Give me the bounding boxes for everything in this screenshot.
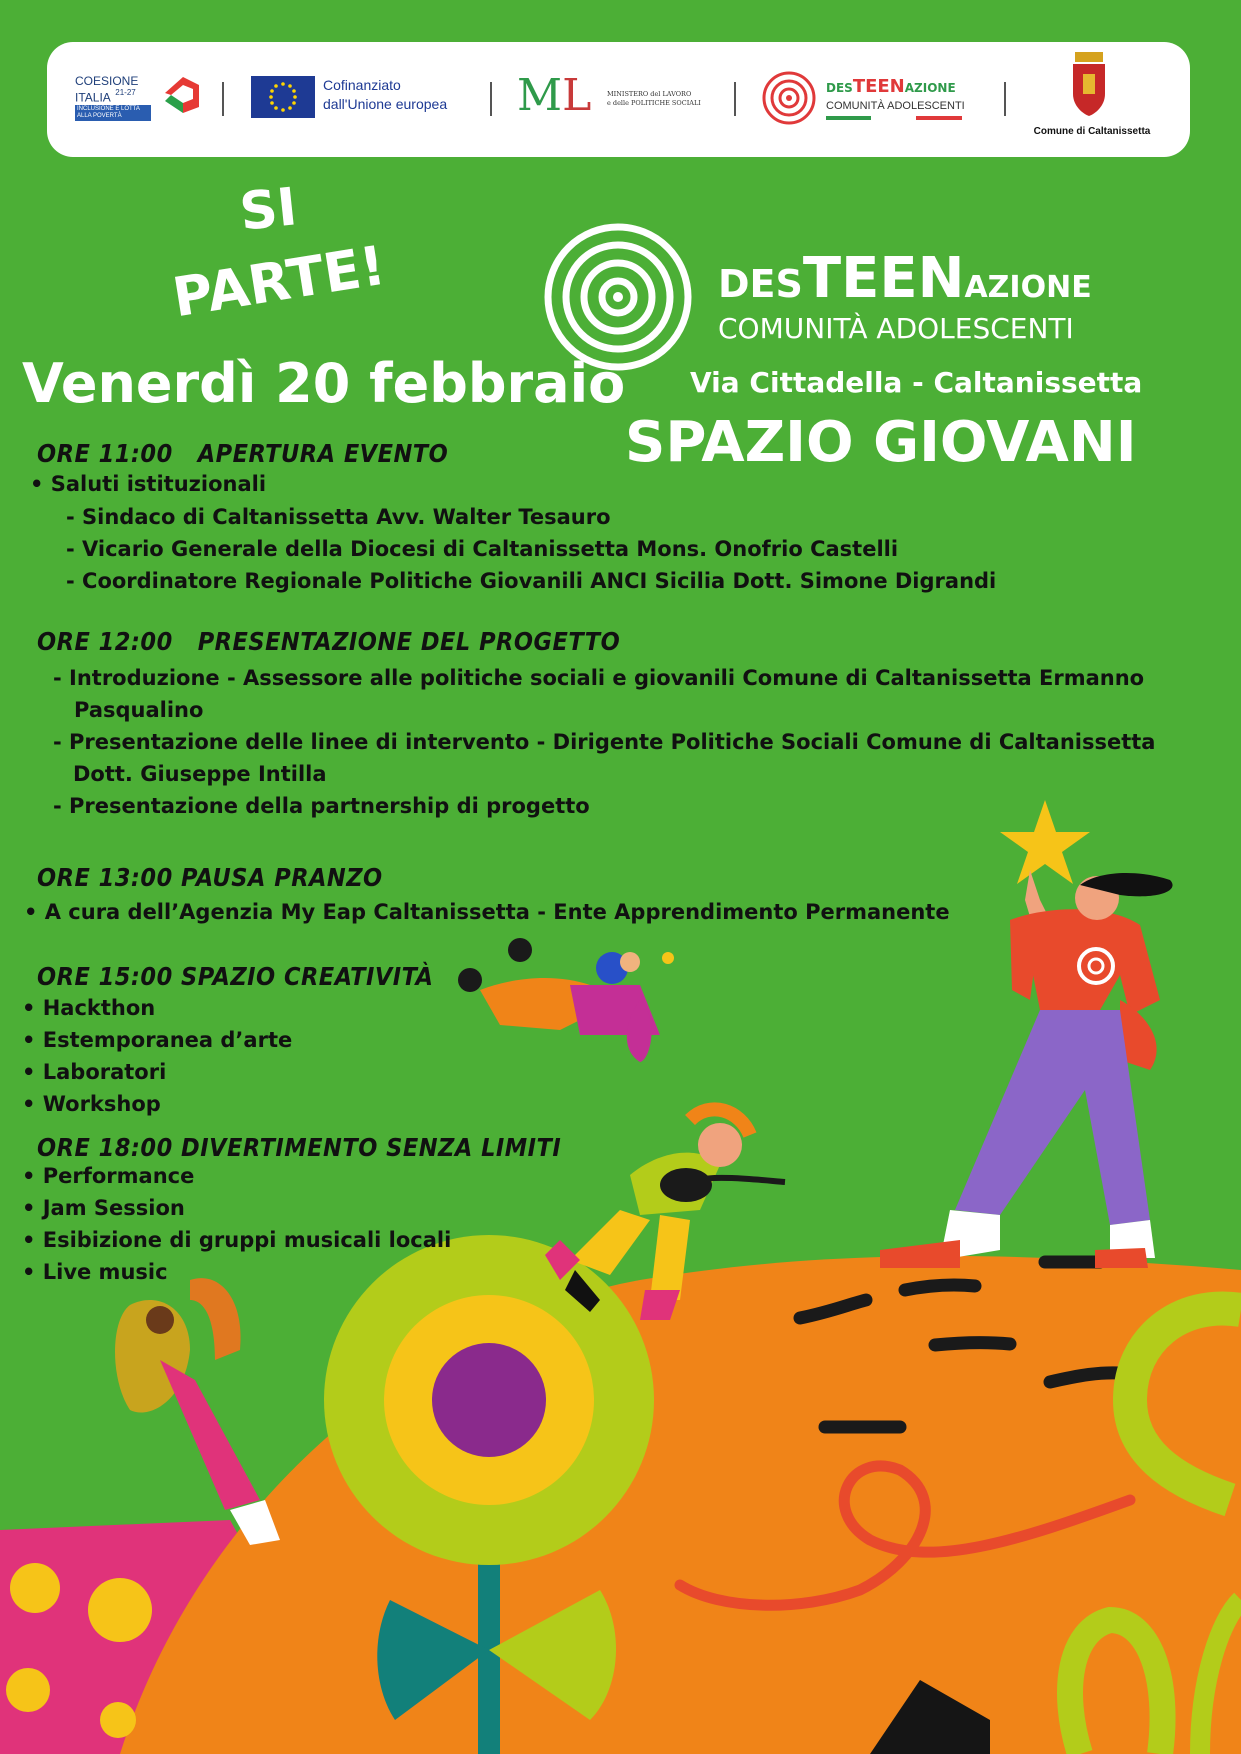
list-item: • Estemporanea d’arte: [22, 1028, 293, 1052]
eu-flag-icon: [251, 76, 315, 118]
program-line: - Introduzione - Assessore alle politiche sociali e giovanili Comune di Caltanissetta Ermanno: [53, 666, 1145, 690]
spiral-brand-icon: [538, 222, 698, 372]
section-title-divertimento: ORE 18:00 DIVERTIMENTO SENZA LIMITI: [37, 1133, 562, 1162]
section-title-pausa: ORE 13:00 PAUSA PRANZO: [37, 863, 383, 892]
si-text: SI: [237, 177, 300, 243]
yellow-dot: [100, 1702, 136, 1738]
program-line: - Coordinatore Regionale Politiche Giovanili ANCI Sicilia Dott. Simone Digrandi: [66, 569, 997, 593]
logo-separator: [490, 82, 492, 116]
logo-separator: [734, 82, 736, 116]
list-item: • Hackthon: [22, 996, 156, 1020]
brand-wordmark: [718, 246, 1092, 311]
desteenazione-small-logo: [760, 70, 970, 126]
woman-with-star-illustration: [880, 800, 1173, 1268]
list-item: • Laboratori: [22, 1060, 167, 1084]
flying-girl-illustration: [458, 938, 674, 1062]
coesione-years: 21-27: [115, 88, 136, 97]
coesione-arrow-icon: [161, 73, 203, 115]
desteen-small-sub: COMUNITÀ ADOLESCENTI: [826, 100, 965, 112]
ministero-monogram: ML: [517, 70, 592, 121]
program-line: - Sindaco di Caltanissetta Avv. Walter Tesauro: [66, 505, 611, 529]
list-item: • Live music: [22, 1260, 168, 1284]
coesione-italia-logo: [75, 75, 205, 125]
parte-text: PARTE!: [168, 233, 390, 330]
brand-teen: TEEN: [802, 246, 965, 311]
eu-line2: dall'Unione europea: [323, 96, 448, 112]
program-line: - Presentazione delle linee di intervento - Dirigente Politiche Sociali Comune di Caltanissetta: [53, 730, 1156, 754]
ministero-line2: e delle POLITICHE SOCIALI: [607, 99, 701, 107]
event-venue: SPAZIO GIOVANI: [625, 410, 1137, 475]
yellow-dot: [6, 1668, 50, 1712]
section-title-apertura: ORE 11:00 APERTURA EVENTO: [37, 439, 449, 468]
list-item: • Workshop: [22, 1092, 161, 1116]
eu-line1: Cofinanziato: [323, 77, 401, 93]
ministero-line1: MINISTERO del LAVORO: [607, 90, 692, 98]
program-line: Dott. Giuseppe Intilla: [73, 762, 327, 786]
event-date: Venerdì 20 febbraio: [22, 352, 626, 415]
list-item: • Performance: [22, 1164, 195, 1188]
brand-subtitle: COMUNITÀ ADOLESCENTI: [718, 312, 1074, 345]
program-line: • Saluti istituzionali: [30, 472, 267, 496]
brand-des: DES: [718, 262, 803, 306]
coesione-line1: COESIONE: [75, 74, 139, 88]
program-line: - Presentazione della partnership di progetto: [53, 794, 590, 818]
yellow-dot: [88, 1578, 152, 1642]
partner-logo-bar: [47, 42, 1190, 157]
coat-of-arms-icon: [1067, 50, 1111, 116]
event-address: Via Cittadella - Caltanissetta: [690, 366, 1143, 399]
comune-name: Comune di Caltanissetta: [1033, 126, 1151, 137]
desteen-small-b: TEEN: [852, 76, 905, 97]
program-line: • A cura dell’Agenzia My Eap Caltanissetta - Ente Apprendimento Permanente: [24, 900, 950, 924]
coesione-line2: ITALIA: [75, 90, 111, 105]
list-item: • Esibizione di gruppi musicali locali: [22, 1228, 452, 1252]
program-line: - Vicario Generale della Diocesi di Caltanissetta Mons. Onofrio Castelli: [66, 537, 899, 561]
logo-separator: [1004, 82, 1006, 116]
comune-caltanissetta-logo: [1017, 50, 1167, 146]
spiral-logo-icon: [760, 70, 818, 126]
desteen-small-c: AZIONE: [904, 81, 956, 95]
program-line: Pasqualino: [74, 698, 204, 722]
star-icon: [1000, 800, 1090, 884]
saxophone-player-illustration: [115, 1278, 280, 1545]
tricolor-bar: [826, 116, 962, 120]
coesione-sub1: INCLUSIONE E LOTTA: [77, 106, 140, 113]
list-item: • Jam Session: [22, 1196, 185, 1220]
flower-center: [432, 1343, 546, 1457]
coesione-sub2: ALLA POVERTÀ: [77, 113, 122, 120]
logo-separator: [222, 82, 224, 116]
brand-azione: AZIONE: [964, 270, 1092, 305]
section-title-presentazione: ORE 12:00 PRESENTAZIONE DEL PROGETTO: [37, 627, 621, 656]
desteen-small-a: DES: [826, 81, 853, 95]
section-title-creativita: ORE 15:00 SPAZIO CREATIVITÀ: [37, 962, 434, 991]
yellow-dot: [10, 1563, 60, 1613]
ministero-lavoro-logo: [517, 72, 717, 122]
eu-logo: [251, 76, 481, 120]
